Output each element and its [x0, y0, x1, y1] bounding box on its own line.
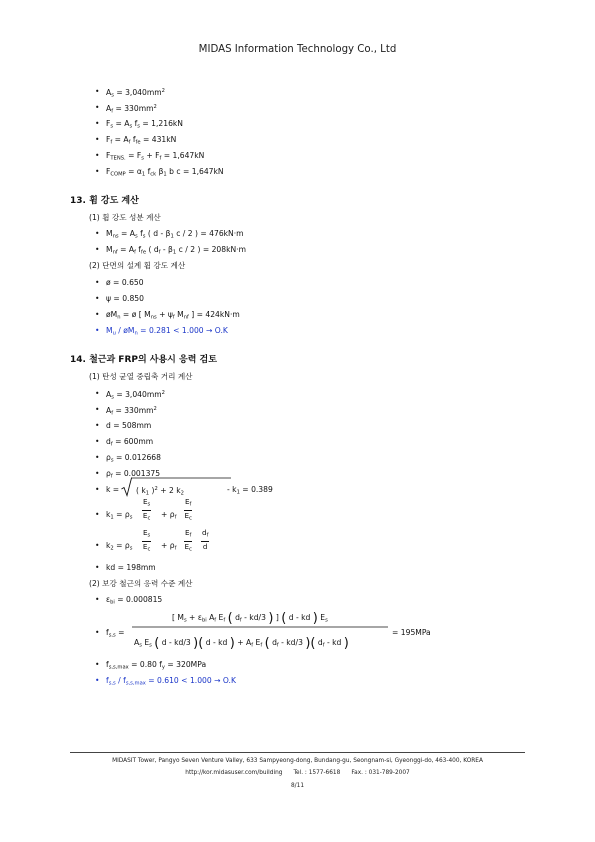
df-line: $d_f = 600mm$ — [106, 437, 154, 448]
bullet: • — [95, 453, 100, 462]
k-result: - $k_1 = 0.389$ — [227, 485, 273, 496]
mns-line: $M_{ns} = A_s$ $f_s$ ( d - $\beta_1$ c / 2 ) = 476kN·m — [106, 229, 244, 240]
bullet: • — [95, 278, 100, 287]
bullet: • — [95, 541, 100, 550]
sqrt-bar — [131, 477, 233, 480]
stress-check-line: $f_{s,s} / f_{s,s,max} = 0.610 < 1.000 \to O.K$ — [106, 676, 236, 687]
fss-lhs: $f_{s,s}$ = — [106, 628, 125, 639]
bullet: • — [95, 437, 100, 446]
rhof-line: $\rho_f = 0.001375$ — [106, 469, 161, 480]
bullet: • — [95, 87, 100, 96]
fssmax-line: $f_{s,s,max} = 0.80$ $f_y = 320MPa$ — [106, 660, 207, 671]
as-line: $A_s = 3,040mm^2$ — [106, 390, 165, 401]
bullet: • — [95, 595, 100, 604]
fraction-df-d: $\frac{d_f}{d}$ — [202, 528, 209, 551]
psi-line: ψ = 0.850 — [106, 294, 144, 303]
section-13-sub2: (2) 단면의 설계 휨 강도 계산 — [89, 261, 186, 270]
bullet: • — [95, 510, 100, 519]
section-14-sub1: (1) 탄성 균열 중립축 거리 계산 — [89, 372, 193, 381]
fraction-es-ec: $\frac{E_s}{E_c}$ — [142, 528, 151, 552]
phi-line: ø = 0.650 — [106, 278, 144, 287]
fss-result: = 195MPa — [392, 628, 431, 637]
k-lhs: k = — [106, 485, 120, 494]
af-line: $A_f = 330mm^2$ — [106, 406, 157, 417]
bullet: • — [95, 294, 100, 303]
bullet: • — [95, 310, 100, 319]
k-radicand: ( $k_1$ )$^2$ + 2 $k_2$ — [136, 486, 184, 497]
eps-line: $\varepsilon_{bi} = 0.000815$ — [106, 595, 163, 606]
phimn-line: $øM_n$ = ø [ $M_{ns} + \psi_f$ $M_{nf}$ ] = 424kN·m — [106, 310, 240, 321]
bullet: • — [95, 245, 100, 254]
bullet: • — [95, 563, 100, 572]
bullet: • — [95, 628, 100, 637]
bullet: • — [95, 167, 100, 176]
bullet: • — [95, 421, 100, 430]
kd-line: kd = 198mm — [106, 563, 156, 572]
footer-contact — [0, 770, 595, 776]
d-line: d = 508mm — [106, 421, 152, 430]
bullet: • — [95, 469, 100, 478]
mnf-line: $M_{nf} = A_f$ $f_{fe}$ ( $d_f - \beta_1$ c / 2 ) = 208kN·m — [106, 245, 246, 256]
page-header: MIDAS Information Technology Co., Ltd — [198, 44, 397, 55]
bullet: • — [95, 485, 100, 494]
fs-line: $F_s = A_s$ $f_s = 1,216kN$ — [106, 119, 183, 130]
section-13-sub1: (1) 휨 강도 성분 계산 — [89, 213, 161, 222]
bullet: • — [95, 103, 100, 112]
k1-plus: + $\rho_f$ — [161, 510, 177, 521]
bullet: • — [95, 660, 100, 669]
af-line: $A_f = 330mm^2$ — [106, 104, 157, 115]
sqrt-sign-icon — [121, 477, 132, 497]
bullet: • — [95, 119, 100, 128]
footer-tel: Tel. : 1577-6618 — [293, 770, 341, 776]
bullet: • — [95, 326, 100, 335]
footer-fax: Fax. : 031-789-2007 — [351, 770, 410, 776]
k2-lhs: $k_2 = \rho_s$ — [106, 541, 133, 552]
page-number: 8/11 — [290, 783, 305, 789]
bullet: • — [95, 389, 100, 398]
fraction-es-ec: $\frac{E_s}{E_c}$ — [142, 497, 151, 521]
footer-web-link[interactable]: http://kor.midasuser.com/building — [185, 770, 283, 776]
section-14-title: 14. 철근과 FRP의 사용시 응력 검토 — [70, 355, 217, 365]
ftens-line: $F_{TENS.} = F_s + F_f = 1,647kN$ — [106, 151, 205, 162]
fraction-ef-ec: $\frac{E_f}{E_c}$ — [184, 528, 192, 552]
bullet: • — [95, 151, 100, 160]
ff-line: $F_f = A_f$ $f_{fe} = 431kN$ — [106, 135, 177, 146]
fcomp-line: $F_{COMP} = \alpha_1$ $f_{ck}$ $\beta_1$ b c = 1,647kN — [106, 167, 224, 178]
bullet: • — [95, 135, 100, 144]
fss-numerator: [ $M_s + \varepsilon_{bi}$ $A_f$ $E_f$ ( $d_f - kd/3$ ) ] ( d - kd ) $E_s$ — [172, 611, 328, 626]
rhos-line: $\rho_s = 0.012668$ — [106, 453, 161, 464]
footer-address: MIDASIT Tower, Pangyo Seven Venture Valley, 633 Sampyeong-dong, Bundang-gu, Seongnam-si, Gyeonggi-do, 463-400, KOREA — [112, 758, 483, 764]
flexure-check-line: $M_u$ / $øM_n = 0.281 < 1.000 \to O.K$ — [106, 326, 228, 337]
fraction-ef-ec: $\frac{E_f}{E_c}$ — [184, 497, 192, 521]
section-14-sub2: (2) 보강 철근의 응력 수준 계산 — [89, 579, 193, 588]
bullet: • — [95, 405, 100, 414]
k2-plus: + $\rho_f$ — [161, 541, 177, 552]
fss-denominator: $A_s$ $E_s$ ( d - kd/3 )( d - kd ) + $A_f$ $E_f$ ( $d_f - kd/3$ )( $d_f$ - kd ) — [134, 636, 349, 651]
bullet: • — [95, 676, 100, 685]
as-line: $A_s = 3,040mm^2$ — [106, 88, 165, 99]
k1-lhs: $k_1 = \rho_s$ — [106, 510, 133, 521]
bullet: • — [95, 229, 100, 238]
fss-fraction-bar — [132, 626, 389, 629]
section-13-title: 13. 휨 강도 계산 — [70, 196, 139, 206]
footer-divider — [70, 752, 525, 753]
